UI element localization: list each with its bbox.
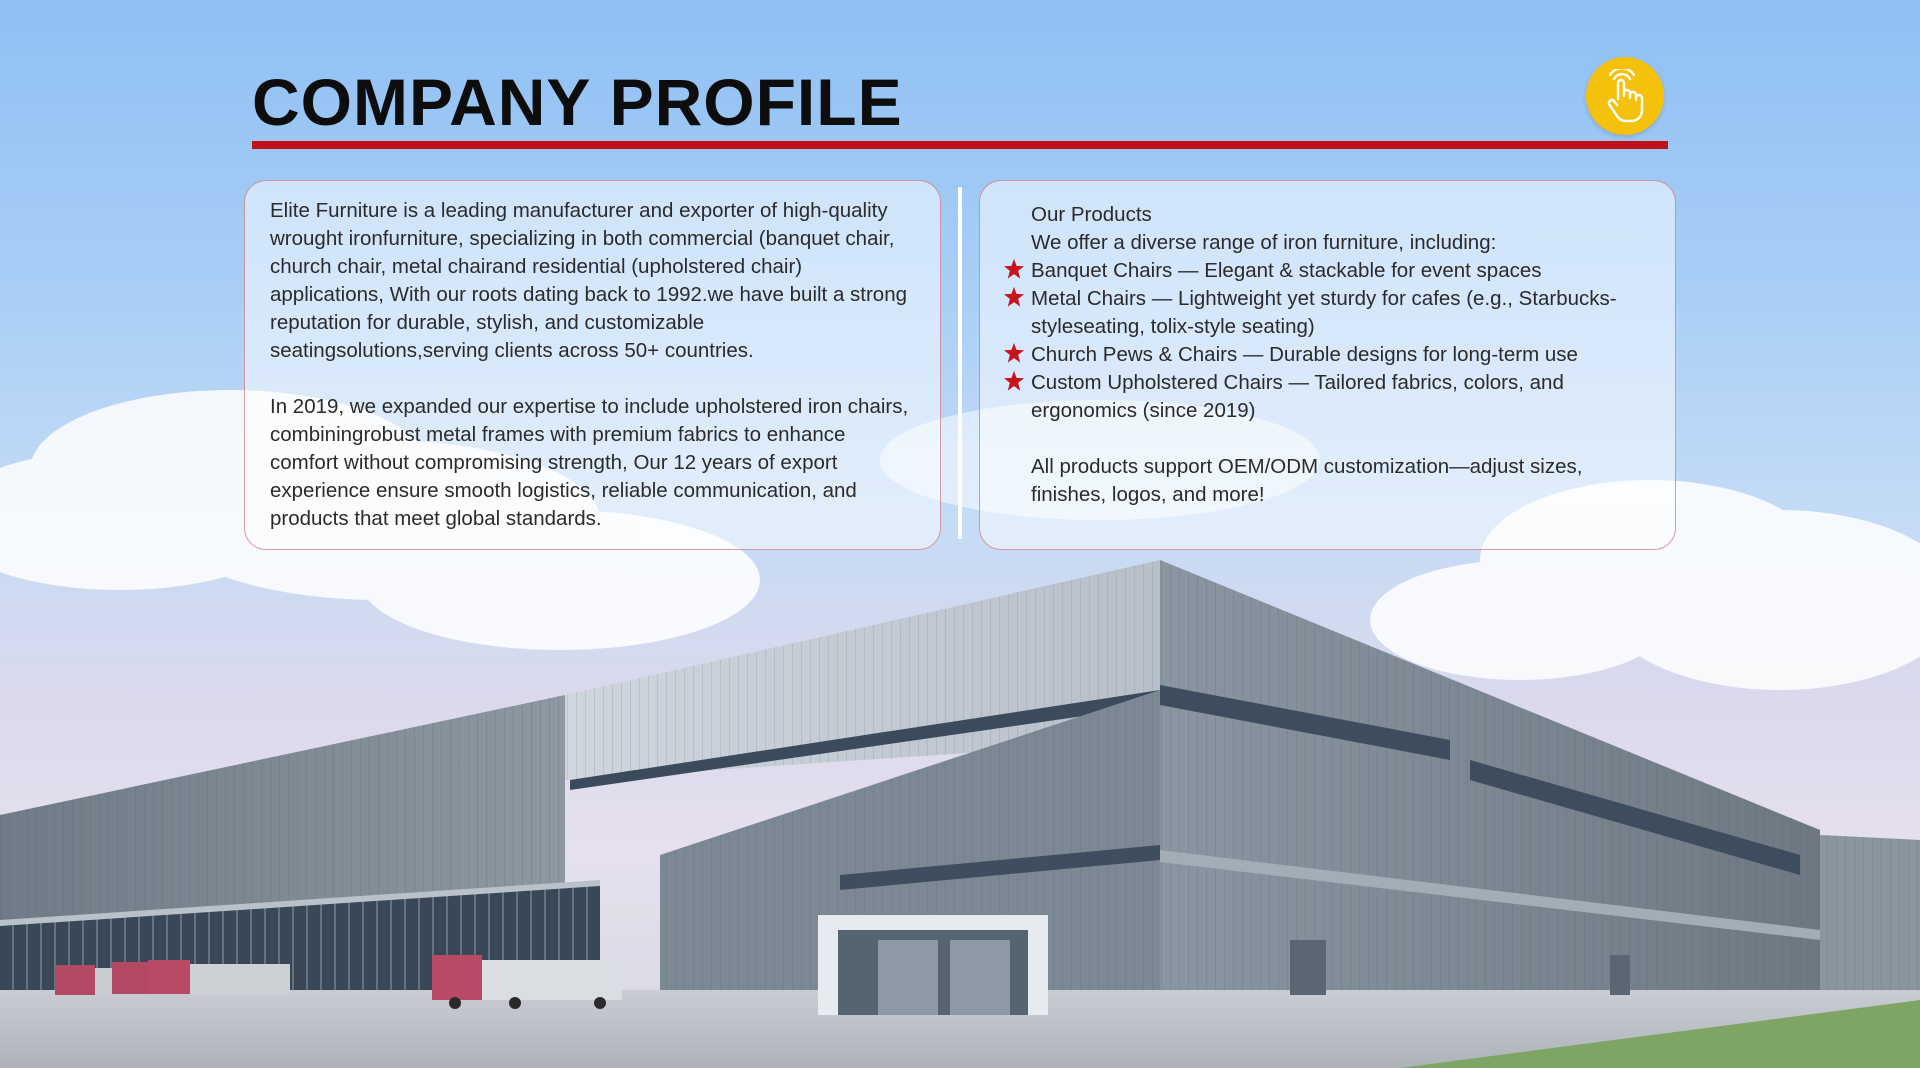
- product-item-label: Custom Upholstered Chairs — Tailored fabrics, colors, and ergonomics (since 2019): [1031, 371, 1564, 422]
- red-star-icon: [1003, 286, 1025, 308]
- panel-divider: [958, 187, 962, 539]
- product-item: [1031, 257, 1655, 285]
- hand-pointer-icon: [1603, 69, 1647, 123]
- red-star-icon: [1003, 370, 1025, 392]
- touch-button[interactable]: [1586, 57, 1664, 135]
- product-item-label: Banquet Chairs — Elegant & stackable for event spaces: [1031, 259, 1542, 282]
- product-item-label: Metal Chairs — Lightweight yet sturdy for cafes (e.g., Starbucks-styleseating, tolix-style seating): [1031, 287, 1617, 338]
- product-item-label: Church Pews & Chairs — Durable designs for long-term use: [1031, 343, 1578, 366]
- products-title: Our Products: [1031, 203, 1152, 226]
- about-paragraph: Elite Furniture is a leading manufacturer and exporter of high-quality wrought ironfurniture, specializing in both commercial (banquet chair, church chair, metal chairand residential (upholstered chair) applications, With our roots dating back to 1992.we have built a strong reputation for durable, stylish, and customizable seatingsolutions,serving clients across 50+ countries.: [270, 199, 908, 362]
- product-list: [1031, 257, 1655, 425]
- product-item: [1031, 285, 1655, 341]
- about-paragraph: In 2019, we expanded our expertise to include upholstered iron chairs, combiningrobust metal frames with premium fabrics to enhance comfort without compromising strength, Our 12 years of export experience ensure smooth logistics, reliable communication, and products that meet global standards.: [270, 395, 909, 530]
- product-item: [1031, 341, 1655, 369]
- red-star-icon: [1003, 342, 1025, 364]
- page-title: COMPANY PROFILE: [252, 65, 903, 139]
- products-intro: We offer a diverse range of iron furniture, including:: [1031, 231, 1497, 254]
- title-underline: [252, 141, 1668, 149]
- oem-note: All products support OEM/ODM customization—adjust sizes, finishes, logos, and more!: [1031, 455, 1583, 506]
- product-item: [1031, 369, 1655, 425]
- red-star-icon: [1003, 258, 1025, 280]
- about-panel: [244, 180, 941, 550]
- products-panel: [979, 180, 1676, 550]
